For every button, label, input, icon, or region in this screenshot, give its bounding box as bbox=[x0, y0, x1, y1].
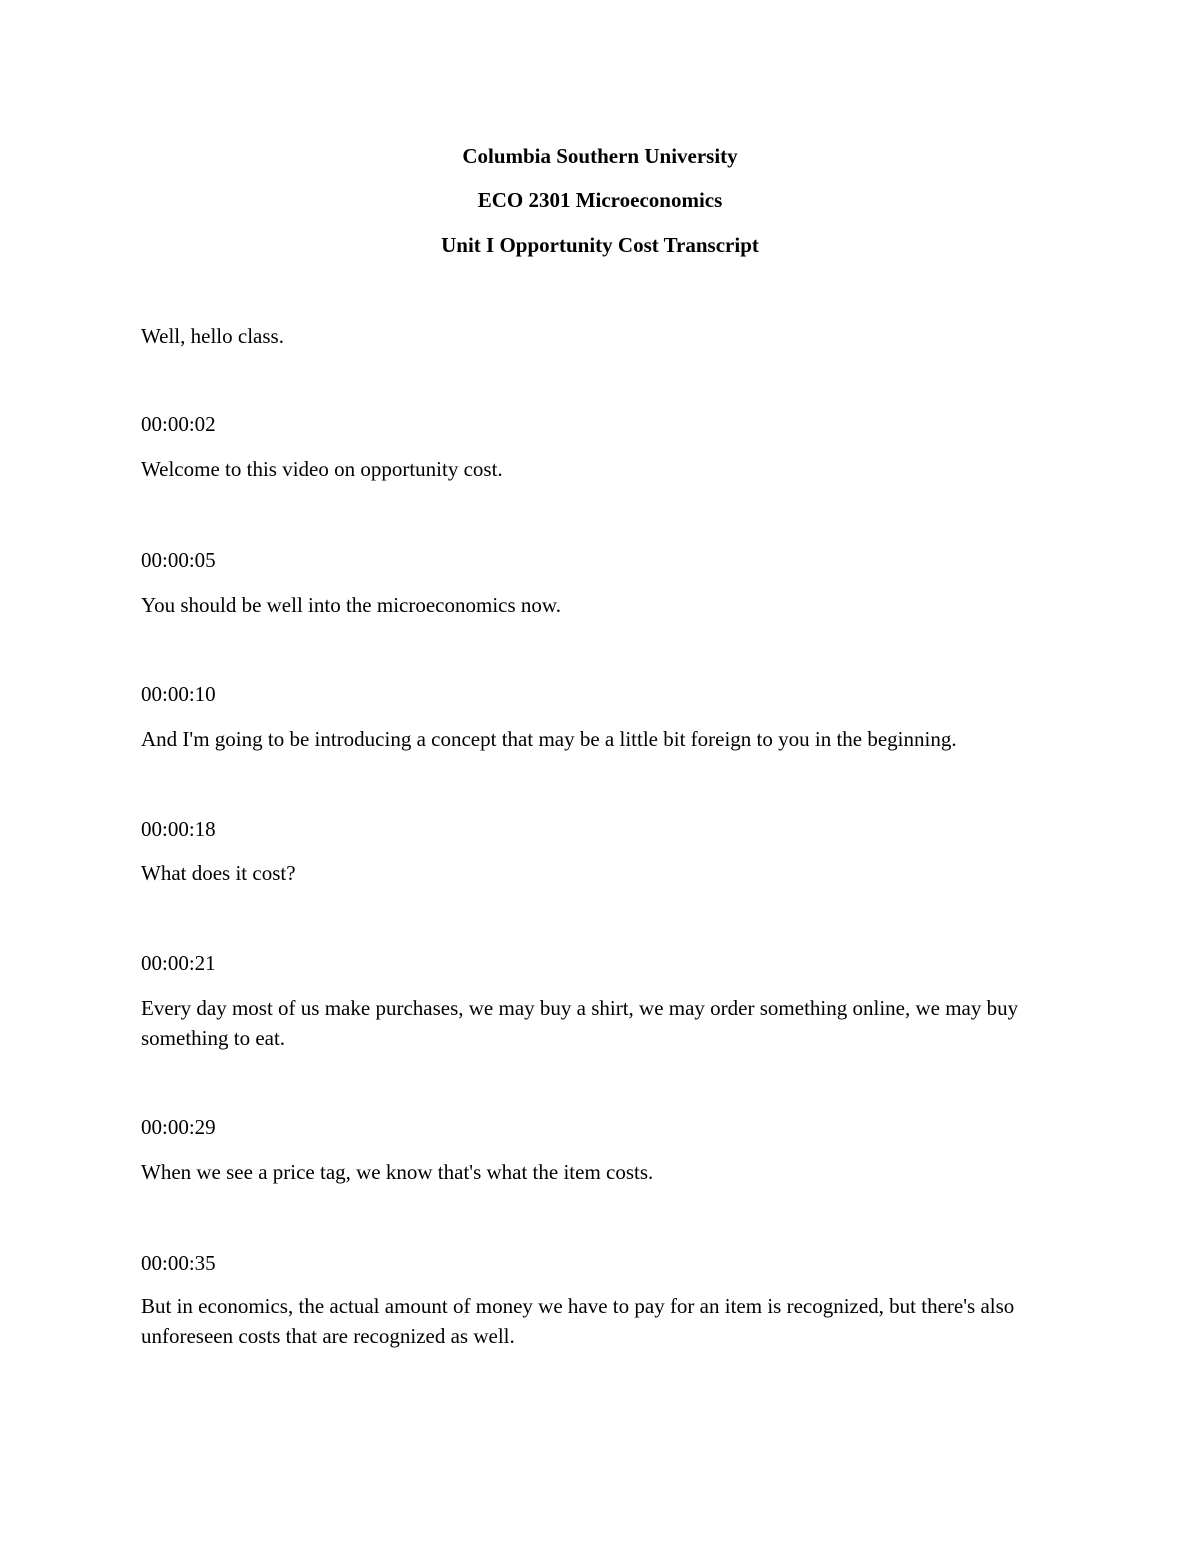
timestamp: 00:00:02 bbox=[141, 412, 216, 436]
course-name: ECO 2301 Microeconomics bbox=[477, 188, 723, 212]
timestamp: 00:00:05 bbox=[141, 548, 216, 572]
transcript-line: Every day most of us make purchases, we may buy a shirt, we may order something online, we may buy something to eat. bbox=[141, 996, 1019, 1050]
transcript-line: And I'm going to be introducing a concept that may be a little bit foreign to you in the beginning. bbox=[141, 727, 957, 751]
timestamp: 00:00:10 bbox=[141, 682, 216, 706]
transcript-line: When we see a price tag, we know that's what the item costs. bbox=[141, 1160, 654, 1184]
timestamp: 00:00:29 bbox=[141, 1115, 216, 1139]
timestamp: 00:00:35 bbox=[141, 1251, 216, 1275]
transcript-line: You should be well into the microeconomics now. bbox=[141, 593, 561, 617]
transcript-opening: Well, hello class. bbox=[141, 324, 284, 348]
timestamp: 00:00:21 bbox=[141, 951, 216, 975]
transcript-line: But in economics, the actual amount of money we have to pay for an item is recognized, but there's also unforeseen costs that are recognized as well. bbox=[141, 1294, 1015, 1348]
document-title: Unit I Opportunity Cost Transcript bbox=[441, 233, 759, 257]
timestamp: 00:00:18 bbox=[141, 817, 216, 841]
transcript-line: Welcome to this video on opportunity cost. bbox=[141, 457, 503, 481]
institution-name: Columbia Southern University bbox=[462, 144, 738, 168]
transcript-line: What does it cost? bbox=[141, 861, 296, 885]
